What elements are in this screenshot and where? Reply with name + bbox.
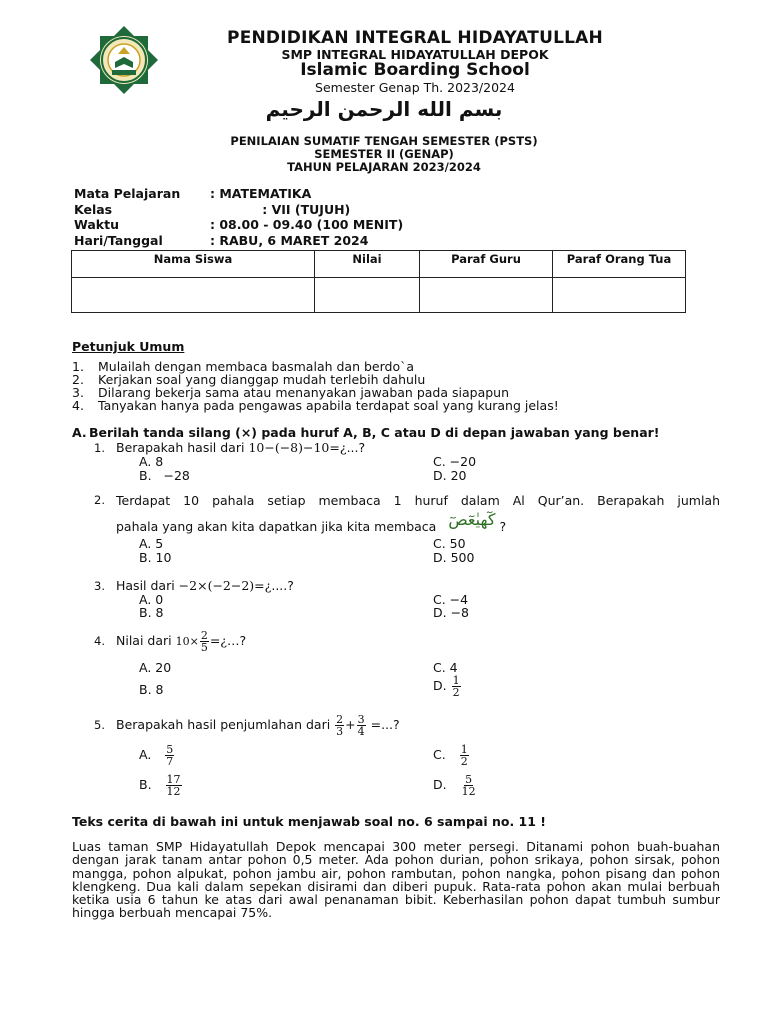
question-3: 3. Hasil dari −2×(−2−2)=¿....? xyxy=(94,578,294,593)
info-label: Kelas xyxy=(74,201,113,217)
fraction: $\frac{5}{7}$ xyxy=(166,743,174,768)
input-paraf-orang-tua[interactable] xyxy=(553,278,686,313)
fraction: $\frac{2}{3}$ xyxy=(336,713,344,738)
question-5: 5. Berapakah hasil penjumlahan dari $\frac{2}{3}$ + $\frac{3}{4}$ =...? xyxy=(94,713,400,738)
q1-option-c[interactable]: C. −20 xyxy=(433,454,477,469)
q4-option-a[interactable]: A. 20 xyxy=(139,660,172,675)
q4-option-c[interactable]: C. 4 xyxy=(433,660,458,675)
header-school: SMP INTEGRAL HIDAYATULLAH DEPOK xyxy=(281,47,549,62)
exam-title-2: SEMESTER II (GENAP) xyxy=(314,147,454,161)
info-value: : RABU, 6 MARET 2024 xyxy=(210,232,369,248)
section-a-instruction: A. Berilah tanda silang (×) pada huruf A, B, C atau D di depan jawaban yang benar! xyxy=(72,425,660,440)
question-2: 2. Terdapat 10 pahala setiap membaca 1 huruf dalam Al Qur’an. Berapakah jumlah xyxy=(94,493,720,508)
list-item: 1. Mulailah dengan membaca basmalah dan berdo`a xyxy=(72,359,415,374)
q4-option-d[interactable]: D. $\frac{1}{2}$ xyxy=(433,674,460,699)
q5-option-a[interactable]: A. $\frac{5}{7}$ xyxy=(139,743,174,768)
info-label: Mata Pelajaran xyxy=(74,186,181,201)
q1-option-b[interactable]: B. −28 xyxy=(139,468,190,483)
fraction: $\frac{1}{2}$ xyxy=(452,674,460,699)
fraction: $\frac{1}{2}$ xyxy=(460,743,468,768)
story-title: Teks cerita di bawah ini untuk menjawab soal no. 6 sampai no. 11 ! xyxy=(72,814,546,829)
q3-option-c[interactable]: C. −4 xyxy=(433,592,469,607)
question-1: 1. Berapakah hasil dari 10−(−8)−10=¿...? xyxy=(94,440,366,455)
input-nilai[interactable] xyxy=(315,278,420,313)
list-item: 3. Dilarang bekerja sama atau menanyakan jawaban pada siapapun xyxy=(72,385,510,400)
q1-option-d[interactable]: D. 20 xyxy=(433,468,467,483)
question-2-line2: pahala yang akan kita dapatkan jika kita membaca كٓهيٰعٓصٓ ? xyxy=(116,510,507,534)
petunjuk-title: Petunjuk Umum xyxy=(72,339,185,354)
q5-option-d[interactable]: D. $\frac{5}{12}$ xyxy=(433,773,476,798)
bismillah: بسم الله الرحمن الرحيم xyxy=(265,97,503,121)
q5-option-c[interactable]: C. $\frac{1}{2}$ xyxy=(433,743,468,768)
info-value: : 08.00 - 09.40 (100 MENIT) xyxy=(210,217,404,232)
q3-option-d[interactable]: D. −8 xyxy=(433,605,469,620)
header-title: PENDIDIKAN INTEGRAL HIDAYATULLAH xyxy=(227,28,603,48)
exam-title-3: TAHUN PELAJARAN 2023/2024 xyxy=(287,160,481,174)
info-label: Hari/Tanggal xyxy=(74,232,163,248)
q5-option-b[interactable]: B. $\frac{17}{12}$ xyxy=(139,773,181,798)
q1-option-a[interactable]: A. 8 xyxy=(139,454,164,469)
question-4: 4. Nilai dari 10× $\frac{2}{5}$ =¿…? xyxy=(94,629,247,654)
arabic-letters: كٓهيٰعٓصٓ xyxy=(448,510,496,529)
header-semester: Semester Genap Th. 2023/2024 xyxy=(315,80,515,95)
info-label: Waktu xyxy=(74,217,119,232)
student-table xyxy=(71,250,686,313)
q3-option-a[interactable]: A. 0 xyxy=(139,592,164,607)
exam-title-1: PENILAIAN SUMATIF TENGAH SEMESTER (PSTS) xyxy=(230,134,538,148)
info-value: : MATEMATIKA xyxy=(210,186,312,201)
fraction: $\frac{2}{5}$ xyxy=(200,629,208,654)
input-paraf-guru[interactable] xyxy=(420,278,553,313)
col-nama-siswa: Nama Siswa xyxy=(72,251,315,278)
fraction: $\frac{3}{4}$ xyxy=(357,713,365,738)
info-value: : VII (TUJUH) xyxy=(210,201,351,217)
exam-info xyxy=(72,185,405,249)
fraction: $\frac{5}{12}$ xyxy=(461,773,476,798)
input-nama-siswa[interactable] xyxy=(72,278,315,313)
q4-option-b[interactable]: B. 8 xyxy=(139,682,164,697)
list-item: 4. Tanyakan hanya pada pengawas apabila terdapat soal yang kurang jelas! xyxy=(72,398,559,413)
col-paraf-orang-tua: Paraf Orang Tua xyxy=(553,251,686,278)
list-item: 2. Kerjakan soal yang dianggap mudah terlebih dahulu xyxy=(72,372,426,387)
q2-option-b[interactable]: B. 10 xyxy=(139,550,172,565)
petunjuk-list xyxy=(72,360,559,412)
q2-option-d[interactable]: D. 500 xyxy=(433,550,475,565)
q3-option-b[interactable]: B. 8 xyxy=(139,605,164,620)
col-nilai: Nilai xyxy=(315,251,420,278)
story-text: Luas taman SMP Hidayatullah Depok mencapai 300 meter persegi. Ditanami pohon buah-buahan dengan jarak tanam antar pohon 0,5 meter. Ada pohon durian, pohon srikaya, pohon sirsak, pohon mangga, pohon alpukat, pohon jambu air, pohon rambutan, pohon nangka, pohon pisang dan pohon klengkeng. Dua kali dalam sepekan disirami dan diberi pupuk. Rata-rata pohon akan mulai berbuah ketika usia 6 tahun ke atas dari awal penanaman bibit. Keberhasilan pohon dapat tumbuh sumbur hingga berbuah mencapai 75%. xyxy=(72,839,720,921)
fraction: $\frac{17}{12}$ xyxy=(166,773,181,798)
q2-option-c[interactable]: C. 50 xyxy=(433,536,466,551)
col-paraf-guru: Paraf Guru xyxy=(420,251,553,278)
header-subtitle: Islamic Boarding School xyxy=(300,60,530,80)
q2-option-a[interactable]: A. 5 xyxy=(139,536,164,551)
